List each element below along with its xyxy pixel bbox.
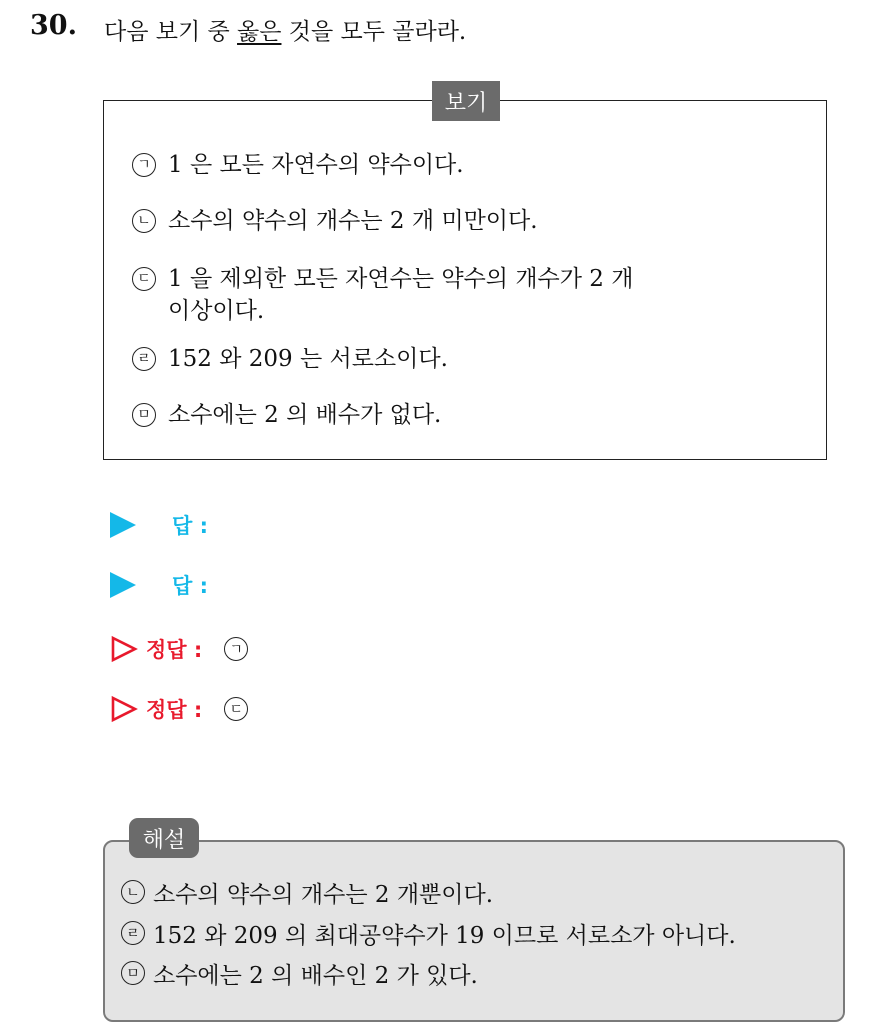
question-text xyxy=(104,13,466,46)
item-marker: ㅁ xyxy=(132,403,156,427)
bogi-item xyxy=(132,205,538,237)
question-text-before: 다음 보기 중 xyxy=(104,19,238,45)
explanation-line xyxy=(121,876,493,909)
question-text-underlined: 옳은 xyxy=(237,19,282,45)
item-text-block xyxy=(168,263,633,327)
explanation-text: 소수의 약수의 개수는 2 개뿐이다. xyxy=(153,882,494,908)
correct-answer-label: 정답 : xyxy=(146,698,203,722)
outline-triangle-icon xyxy=(110,635,138,663)
answer-row-blank xyxy=(110,570,208,600)
outline-triangle-icon xyxy=(110,695,138,723)
answer-label: 답 : xyxy=(172,574,208,598)
item-text-continued: 이상이다. xyxy=(168,298,265,324)
explanation-title: 해설 xyxy=(129,818,199,858)
item-marker: ㄴ xyxy=(121,880,145,904)
bogi-box xyxy=(103,90,827,460)
item-text: 소수에는 2 의 배수가 없다. xyxy=(168,402,442,428)
question-text-after: 것을 모두 골라라. xyxy=(281,19,467,45)
bogi-item xyxy=(132,343,448,375)
item-text: 소수의 약수의 개수는 2 개 미만이다. xyxy=(168,208,538,234)
play-triangle-icon xyxy=(110,512,136,538)
explanation-box xyxy=(103,827,845,1022)
answer-label: 답 : xyxy=(172,514,208,538)
explanation-line xyxy=(121,917,736,950)
question-number: 30. xyxy=(30,10,77,41)
item-marker: ㄹ xyxy=(121,921,145,945)
item-marker: ㄴ xyxy=(132,209,156,233)
correct-answer-marker: ㄷ xyxy=(224,697,248,721)
correct-answer-marker: ㄱ xyxy=(224,637,248,661)
bogi-item xyxy=(132,149,464,181)
bogi-item xyxy=(132,399,441,431)
correct-answer-row xyxy=(110,634,248,664)
bogi-item xyxy=(132,263,633,327)
item-text: 1 은 모든 자연수의 약수이다. xyxy=(168,152,464,178)
answer-row-blank xyxy=(110,510,208,540)
explanation-text: 소수에는 2 의 배수인 2 가 있다. xyxy=(153,963,478,989)
bogi-title: 보기 xyxy=(432,81,500,121)
correct-answer-row xyxy=(110,694,248,724)
item-marker: ㄷ xyxy=(132,267,156,291)
item-text: 1 을 제외한 모든 자연수는 약수의 개수가 2 개 xyxy=(168,266,634,292)
item-marker: ㄹ xyxy=(132,347,156,371)
item-text: 152 와 209 는 서로소이다. xyxy=(168,346,448,372)
explanation-line xyxy=(121,957,478,990)
play-triangle-icon xyxy=(110,572,136,598)
item-marker: ㅁ xyxy=(121,961,145,985)
item-marker: ㄱ xyxy=(132,153,156,177)
explanation-text: 152 와 209 의 최대공약수가 19 이므로 서로소가 아니다. xyxy=(153,923,736,949)
correct-answer-label: 정답 : xyxy=(146,638,203,662)
